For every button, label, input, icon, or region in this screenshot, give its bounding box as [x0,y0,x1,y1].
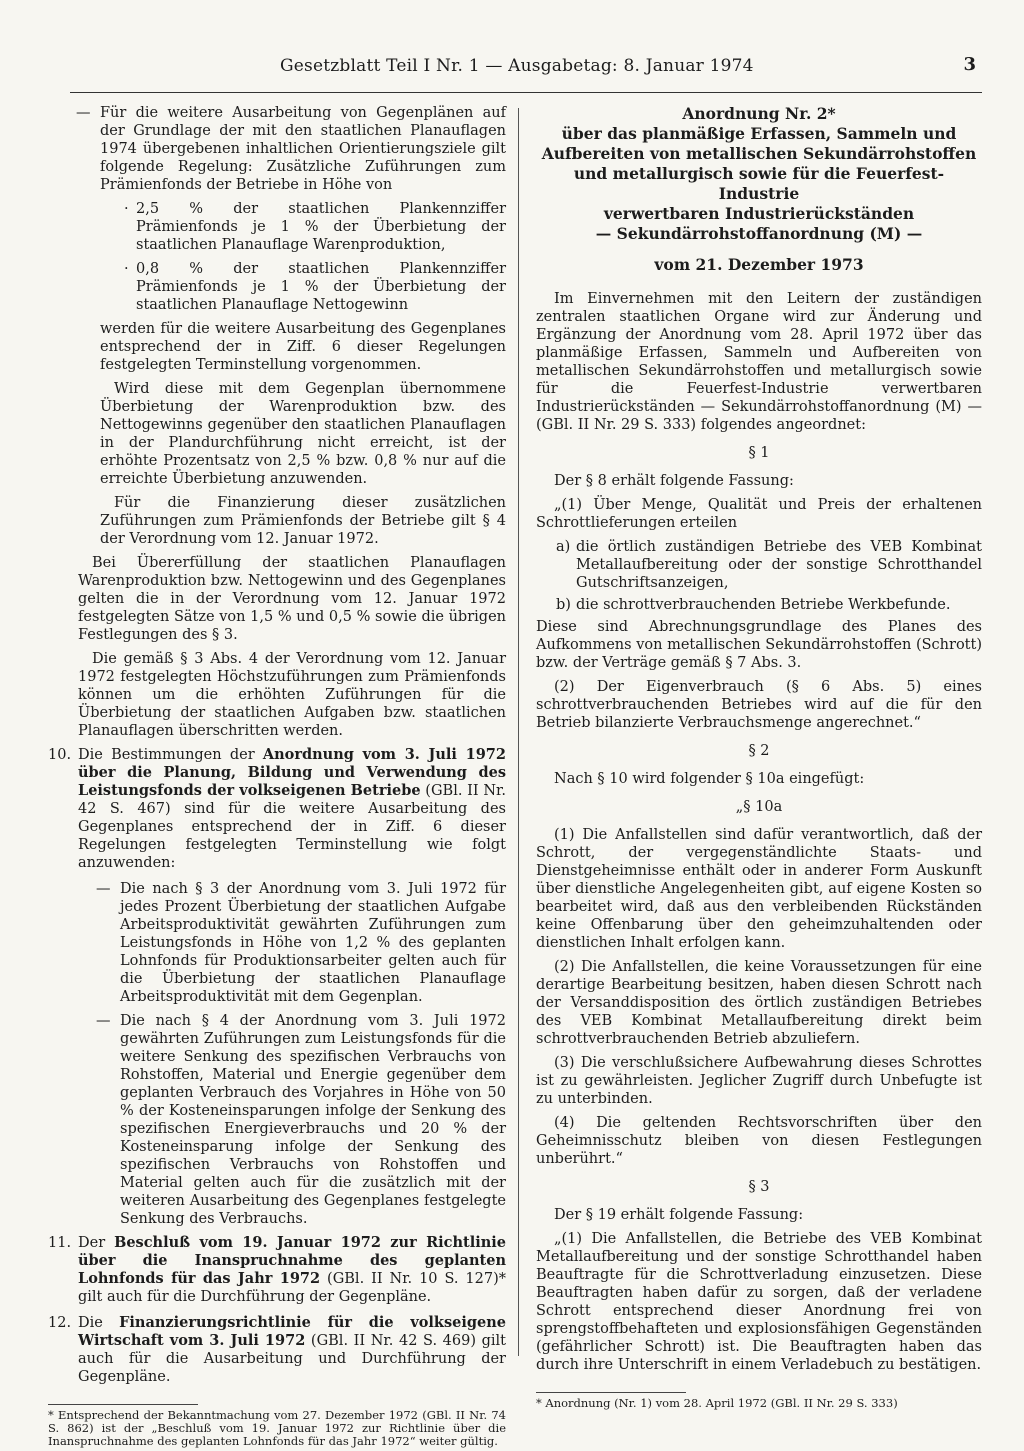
paragraph: (3) Die verschlußsichere Aufbewahrung dieses Schrottes ist zu gewährleisten. Jeglicher Zugriff durch Unbefugte ist zu unterbinden. [536,1055,982,1107]
paragraph: Der § 19 erhält folgende Fassung: [554,1207,804,1223]
list-marker: a) [556,539,571,555]
item-number: 11. [48,1235,72,1251]
paragraph: werden für die weitere Ausarbeitung des Gegenplanes entsprechend der in Ziff. 6 dieser Regelungen festgelegten Terminstellung vorgenommen. [100,321,506,373]
paragraph: Nach § 10 wird folgender § 10a eingefügt: [554,771,865,787]
list-item [48,260,506,314]
paragraph: Diese sind Abrechnungsgrundlage des Planes des Aufkommens von metallischen Sekundärrohstoffen (Schrott) bzw. der Verträge gemäß § 7 Abs. 3. [536,619,982,671]
ordinance-title [536,104,982,244]
list-item [536,538,982,592]
item-text-pre: Der [78,1235,115,1251]
numbered-item-12 [48,1314,506,1386]
page-number: 3 [963,54,976,75]
paragraph: Der § 8 erhält folgende Fassung: [554,473,794,489]
list-item [48,880,506,1006]
section-heading: § 3 [748,1179,770,1195]
paragraph: (1) Die Anfallstellen sind dafür verantwortlich, daß der Schrott, der vergegenständlichte Staats- und Dienstgeheimnisse enthält oder in anderer Form Auskunft über dienstliche Angelegenheiten gibt, auf eigene Kosten so bearbeitet wird, daß aus den verbleibenden Rückständen keine Offenbarung über den geheimzuhaltenden oder dienstlichen Inhalt erfolgen kann. [536,827,982,951]
item-text-post: (GBl. II Nr. 42 S. 467) sind für die weitere Ausarbeitung des Gegenplanes entsprechend der in Ziff. 6 dieser Regelungen festgelegten Terminstellung wie folgt anzuwenden: [78,783,506,871]
numbered-item-11 [48,1234,506,1306]
footnote-right: * Anordnung (Nr. 1) vom 28. April 1972 (GBl. II Nr. 29 S. 333) [536,1396,898,1410]
left-column [48,104,506,1448]
item-text-pre: Die Bestimmungen der [78,747,263,763]
paragraph-text: Die nach § 4 der Anordnung vom 3. Juli 1972 gewährten Zuführungen zum Leistungsfonds für die weitere Senkung des spezifischen Verbrauchs von Rohstoffen, Material und Energie gegenüber dem geplanten Verbrauch des Vorjahres in Höhe von 50 % der Kosteneinsparungen infolge der Senkung des spezifischen Energieverbrauchs und 20 % der Kosteneinsparung infolge der Senkung des spezifischen Verbrauchs von Rohstoffen und Material gelten auch für die zusätzlich mit der weiteren Ausarbeitung des Gegenplanes festgelegte Senkung des Verbrauchs. [120,1013,506,1227]
bullet-marker: · [124,201,129,217]
list-item [536,596,982,614]
paragraph: Die gemäß § 3 Abs. 4 der Verordnung vom 12. Januar 1972 festgelegten Höchstzuführungen zum Prämienfonds können um die erhöhten Zuführungen für die Überbietung der staatlichen Aufgaben bzw. staatlichen Planauflagen überschritten werden. [78,651,506,739]
right-column [536,104,982,1410]
dash-marker: — [96,881,111,897]
list-marker: b) [556,597,571,613]
footnote-rule [48,1404,198,1405]
paragraph: (4) Die geltenden Rechtsvorschriften über den Geheimnisschutz bleiben von diesen Festlegungen unberührt.“ [536,1115,982,1167]
paragraph-text: die örtlich zuständigen Betriebe des VEB Kombinat Metallaufbereitung oder der sonstige Schrotthandel Gutschriftsanzeigen, [576,539,982,591]
footnote-left: * Entsprechend der Bekanntmachung vom 27. Dezember 1972 (GBl. II Nr. 74 S. 862) ist der „Beschluß vom 19. Januar 1972 zur Richtlinie über die Inanspruchnahme des geplanten Lohnfonds für das Jahr 1972“ weiter gültig. [48,1408,506,1448]
page-header [70,52,982,93]
list-item [48,200,506,254]
title-line: über das planmäßige Erfassen, Sammeln und [561,124,957,143]
paragraph: Im Einvernehmen mit den Leitern der zuständigen zentralen staatlichen Organe wird zur Änderung und Ergänzung der Anordnung vom 28. April 1972 über das planmäßige Erfassen, Sammeln und Aufbereiten von metallischen Sekundärrohstoffen und metallurgisch sowie für die Feuerfest-Industrie verwertbaren Industrierückständen — Sekundärrohstoffanordnung (M) — (GBl. II Nr. 29 S. 333) folgendes angeordnet: [536,291,982,433]
column-divider [518,108,519,1356]
title-line: verwertbaren Industrierückständen [603,204,915,223]
section-heading: § 1 [748,445,770,461]
dash-marker: — [96,1013,111,1029]
header-title: Gesetzblatt Teil I Nr. 1 — Ausgabetag: 8. Januar 1974 [280,56,754,76]
title-line: Anordnung Nr. 2* [682,104,836,123]
ordinance-date: vom 21. Dezember 1973 [654,255,864,274]
paragraph: (2) Der Eigenverbrauch (§ 6 Abs. 5) eines schrottverbrauchenden Betriebes wird auf die für den Betrieb bilanzierte Verbrauchsmenge angerechnet.“ [536,679,982,731]
title-line: Aufbereiten von metallischen Sekundärrohstoffen [541,144,977,163]
bullet-marker: · [124,261,129,277]
list-item [48,104,506,194]
paragraph-text: Für die weitere Ausarbeitung von Gegenplänen auf der Grundlage der mit den staatlichen Planauflagen 1974 übergebenen inhaltlichen Orientierungsziele gilt folgende Regelung: Zusätzliche Zuführungen zum Prämienfonds der Betriebe in Höhe von [100,105,506,193]
paragraph-text: die schrottverbrauchenden Betriebe Werkbefunde. [576,597,951,613]
title-line: und metallurgisch sowie für die Feuerfest-Industrie [573,164,945,203]
numbered-item-10 [48,746,506,872]
paragraph: „(1) Über Menge, Qualität und Preis der erhaltenen Schrottlieferungen erteilen [536,497,982,531]
item-text-bold: Finanzierungsrichtlinie für die volkseigene Wirtschaft vom 3. Juli 1972 [78,1314,507,1349]
item-text-post: (GBl. II Nr. 42 S. 469) gilt auch für die Ausarbeitung und Durchführung der Gegenpläne. [78,1333,506,1385]
title-line: — Sekundärrohstoffanordnung (M) — [595,224,923,243]
item-text-bold: Beschluß vom 19. Januar 1972 zur Richtlinie über die Inanspruchnahme des geplanten Lohnfonds für das Jahr 1972 [78,1234,507,1287]
item-number: 12. [48,1315,72,1331]
list-item [48,1012,506,1228]
item-text-bold: Anordnung vom 3. Juli 1972 über die Planung, Bildung und Verwendung des Leistungsfonds der volkseigenen Betriebe [78,746,506,799]
paragraph: (2) Die Anfallstellen, die keine Voraussetzungen für eine derartige Bearbeitung besitzen, haben diesen Schrott nach der Versanddisposition des örtlich zuständigen Betriebes des VEB Kombinat Metallaufbereitung direkt beim schrottverbrauchenden Betrieb abzuliefern. [536,959,982,1047]
footnote-rule [536,1392,686,1393]
paragraph: Bei Übererfüllung der staatlichen Planauflagen Warenproduktion bzw. Nettogewinn und des Gegenplanes gelten die in der Verordnung vom 12. Januar 1972 festgelegten Sätze von 1,5 % und 0,5 % sowie die übrigen Festlegungen des § 3. [78,555,506,643]
section-heading: § 2 [748,743,770,759]
paragraph-text: 0,8 % der staatlichen Plankennziffer Prämienfonds je 1 % der Überbietung der staatlichen Planauflage Nettogewinn [136,261,506,313]
section-heading: „§ 10a [735,799,783,815]
paragraph-text: Die nach § 3 der Anordnung vom 3. Juli 1972 für jedes Prozent Überbietung der staatlichen Aufgabe Arbeitsproduktivität gewährten Zuführungen zum Leistungsfonds in Höhe von 1,2 % des geplanten Lohnfonds für Produktionsarbeiter gelten auch für die Überbietung der staatlichen Planauflage Arbeitsproduktivität mit dem Gegenplan. [120,881,506,1005]
paragraph: „(1) Die Anfallstellen, die Betriebe des VEB Kombinat Metallaufbereitung und der sonstige Schrotthandel haben Beauftragte für die Schrottverladung einzusetzen. Diese Beauftragten haben dafür zu sorgen, daß der verladene Schrott entsprechend dieser Anordnung frei von sprengstoffbehafteten und explosionsfähigen Gegenständen (gefährlicher Schrott) ist. Die Beauftragten haben das durch ihre Unterschrift in einem Verladebuch zu bestätigen. [536,1231,982,1373]
dash-marker: — [76,105,91,121]
paragraph-text: 2,5 % der staatlichen Plankennziffer Prämienfonds je 1 % der Überbietung der staatlichen Planauflage Warenproduktion, [136,201,506,253]
item-text-pre: Die [78,1315,120,1331]
item-text-post: (GBl. II Nr. 10 S. 127)* gilt auch für die Durchführung der Gegenpläne. [78,1271,506,1305]
paragraph: Wird diese mit dem Gegenplan übernommene Überbietung der Warenproduktion bzw. des Nettogewinns gegenüber den staatlichen Planauflagen in der Plandurchführung nicht erreicht, ist der erhöhte Prozentsatz von 2,5 % bzw. 0,8 % nur auf die erreichte Überbietung anzuwenden. [100,381,506,487]
item-number: 10. [48,747,72,763]
paragraph: Für die Finanzierung dieser zusätzlichen Zuführungen zum Prämienfonds der Betriebe gilt § 4 der Verordnung vom 12. Januar 1972. [100,495,506,547]
